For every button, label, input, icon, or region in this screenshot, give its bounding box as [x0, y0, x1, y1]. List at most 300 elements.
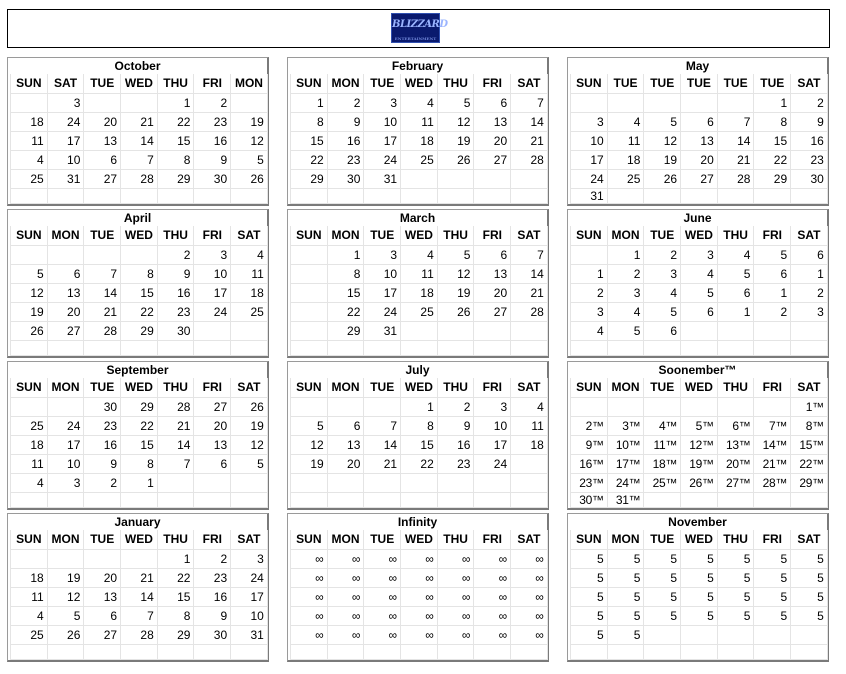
day-cell [681, 321, 718, 340]
day-cell: 24 [194, 302, 231, 321]
day-cell: 28 [157, 397, 194, 416]
day-cell: 27 [84, 625, 121, 644]
day-cell [327, 492, 364, 507]
day-cell: 21 [364, 454, 401, 473]
day-cell: 25 [607, 169, 644, 188]
day-cell: 13 [47, 283, 84, 302]
week-row [571, 340, 828, 355]
day-cell [11, 245, 48, 264]
day-cell: 10 [364, 264, 401, 283]
day-cell: 5 [607, 587, 644, 606]
day-cell: 1 [607, 245, 644, 264]
day-cell: 11 [11, 131, 48, 150]
day-cell: 5 [754, 587, 791, 606]
day-cell: ∞ [291, 606, 328, 625]
weekday-header: TUE [644, 530, 681, 549]
day-cell [607, 397, 644, 416]
day-cell: 23 [791, 150, 828, 169]
day-cell [791, 492, 828, 507]
day-cell: 4 [511, 397, 548, 416]
day-cell: 2 [754, 302, 791, 321]
day-cell [717, 188, 754, 203]
weekday-header: SAT [511, 530, 548, 549]
week-row [11, 169, 268, 188]
week-row [11, 568, 268, 587]
day-cell [644, 625, 681, 644]
day-cell [511, 321, 548, 340]
weekday-header: SUN [11, 226, 48, 245]
day-cell: 27 [681, 169, 718, 188]
day-cell: ∞ [401, 587, 438, 606]
day-cell [644, 644, 681, 659]
day-cell: 8 [754, 112, 791, 131]
day-cell: ∞ [291, 568, 328, 587]
day-cell: 27™ [717, 473, 754, 492]
weekday-header: THU [717, 378, 754, 397]
day-cell [571, 397, 608, 416]
week-row [571, 245, 828, 264]
week-row [571, 131, 828, 150]
week-row [11, 283, 268, 302]
day-cell: 3 [571, 302, 608, 321]
week-row [11, 112, 268, 131]
day-cell [231, 321, 268, 340]
weekday-header: FRI [474, 74, 511, 93]
day-cell: 27 [474, 302, 511, 321]
week-row [291, 169, 548, 188]
day-cell: 5 [437, 93, 474, 112]
day-cell: ∞ [364, 549, 401, 568]
week-row [291, 245, 548, 264]
day-cell [754, 644, 791, 659]
day-cell [791, 340, 828, 355]
day-cell: 10 [364, 112, 401, 131]
week-row [291, 473, 548, 492]
day-cell: ∞ [327, 549, 364, 568]
day-cell: 7 [364, 416, 401, 435]
week-row [291, 150, 548, 169]
weekday-header: SAT [47, 74, 84, 93]
day-cell [291, 245, 328, 264]
day-cell [401, 321, 438, 340]
week-row [11, 625, 268, 644]
day-cell: 1 [754, 93, 791, 112]
day-grid [10, 378, 268, 508]
day-cell: 4 [607, 112, 644, 131]
day-cell [681, 644, 718, 659]
day-cell [437, 321, 474, 340]
day-cell: 17 [47, 131, 84, 150]
day-cell: 15 [401, 435, 438, 454]
day-cell: 23 [327, 150, 364, 169]
week-row [11, 340, 268, 355]
day-cell: 9 [194, 606, 231, 625]
day-cell: 11 [11, 454, 48, 473]
day-cell: 26 [47, 625, 84, 644]
month-title: April [123, 211, 152, 225]
week-row [571, 112, 828, 131]
day-cell: 9 [84, 454, 121, 473]
day-cell: 20 [474, 131, 511, 150]
weekday-header: SAT [791, 226, 828, 245]
day-cell: ∞ [437, 625, 474, 644]
day-cell: ∞ [437, 606, 474, 625]
day-cell [84, 644, 121, 659]
day-cell [791, 644, 828, 659]
day-cell [401, 644, 438, 659]
day-cell: 9 [437, 416, 474, 435]
day-cell: 13™ [717, 435, 754, 454]
day-grid [570, 226, 828, 356]
day-cell: 6 [681, 302, 718, 321]
day-cell: 5 [681, 549, 718, 568]
day-cell [157, 492, 194, 507]
day-cell: 11 [511, 416, 548, 435]
month-april [7, 209, 269, 358]
day-cell [401, 169, 438, 188]
day-cell [607, 340, 644, 355]
week-row [291, 492, 548, 507]
day-cell: 22™ [791, 454, 828, 473]
day-cell: 4 [644, 283, 681, 302]
month-title: February [391, 59, 444, 73]
day-cell: 19 [437, 131, 474, 150]
day-cell: 12 [644, 131, 681, 150]
day-cell: ∞ [437, 587, 474, 606]
day-cell [11, 492, 48, 507]
day-grid [10, 226, 268, 356]
day-cell: 22 [121, 416, 158, 435]
day-cell: 21 [511, 131, 548, 150]
day-cell: 25 [11, 625, 48, 644]
day-cell: 18 [11, 112, 48, 131]
day-cell: 1 [754, 283, 791, 302]
day-cell: 29 [157, 169, 194, 188]
month-january [7, 513, 269, 662]
weekday-header: FRI [194, 530, 231, 549]
day-cell [474, 169, 511, 188]
day-cell [644, 188, 681, 203]
week-row [571, 549, 828, 568]
week-row [11, 264, 268, 283]
day-cell: 12 [437, 264, 474, 283]
weekday-header: MON [231, 74, 268, 93]
day-cell: ∞ [474, 606, 511, 625]
day-cell [644, 397, 681, 416]
week-row [291, 644, 548, 659]
month-soonember [567, 361, 829, 510]
weekday-header: THU [437, 530, 474, 549]
day-cell: 15 [754, 131, 791, 150]
day-cell: 30 [194, 169, 231, 188]
day-cell: 21 [121, 112, 158, 131]
weekday-header: TUE [364, 226, 401, 245]
day-cell: 10 [194, 264, 231, 283]
day-cell: 7 [511, 93, 548, 112]
day-cell: 17 [364, 283, 401, 302]
day-cell [474, 644, 511, 659]
weekday-header: THU [717, 226, 754, 245]
day-cell: 5 [681, 568, 718, 587]
day-cell: 31 [47, 169, 84, 188]
month-title: March [399, 211, 436, 225]
week-row [11, 321, 268, 340]
day-cell: 10 [47, 454, 84, 473]
week-row [291, 606, 548, 625]
day-cell: 5 [717, 264, 754, 283]
day-cell: ∞ [511, 549, 548, 568]
day-cell: 23 [194, 568, 231, 587]
day-cell: 12 [11, 283, 48, 302]
day-cell: ∞ [327, 568, 364, 587]
weekday-header: FRI [194, 378, 231, 397]
day-cell [474, 492, 511, 507]
day-grid [10, 530, 268, 660]
day-cell: 24 [47, 416, 84, 435]
day-cell: 26 [11, 321, 48, 340]
day-cell: 1 [327, 245, 364, 264]
day-cell [791, 188, 828, 203]
day-cell [291, 644, 328, 659]
day-cell [84, 188, 121, 203]
week-row [291, 587, 548, 606]
month-march [287, 209, 549, 358]
day-cell [121, 188, 158, 203]
day-cell: 6 [474, 245, 511, 264]
day-cell: 20 [474, 283, 511, 302]
day-cell: 28 [511, 150, 548, 169]
day-cell [194, 644, 231, 659]
day-cell: 8 [327, 264, 364, 283]
day-cell: 19 [291, 454, 328, 473]
weekday-header: SUN [571, 378, 608, 397]
day-cell: 5 [681, 606, 718, 625]
day-cell: 18 [401, 131, 438, 150]
day-cell: 9 [791, 112, 828, 131]
weekday-header: SUN [11, 378, 48, 397]
day-cell: 7 [121, 150, 158, 169]
day-cell: 5 [791, 568, 828, 587]
day-cell: ∞ [474, 568, 511, 587]
day-cell: 5 [644, 302, 681, 321]
day-cell: 22 [291, 150, 328, 169]
day-cell [717, 321, 754, 340]
day-cell: 6 [754, 264, 791, 283]
day-cell: 22 [754, 150, 791, 169]
day-cell: 20 [681, 150, 718, 169]
month-october [7, 57, 269, 206]
day-cell: 19 [47, 568, 84, 587]
day-cell: 1 [121, 473, 158, 492]
day-cell [291, 283, 328, 302]
day-cell [121, 93, 158, 112]
day-cell: 18 [511, 435, 548, 454]
day-cell [291, 397, 328, 416]
day-cell: ∞ [401, 568, 438, 587]
day-cell: 6™ [717, 416, 754, 435]
week-row [291, 283, 548, 302]
day-cell: 15 [291, 131, 328, 150]
day-grid [10, 74, 268, 204]
day-cell: 24 [231, 568, 268, 587]
day-grid [290, 530, 548, 660]
day-cell: 8™ [791, 416, 828, 435]
weekday-header: WED [401, 530, 438, 549]
weekday-header: MON [327, 74, 364, 93]
day-cell: 28™ [754, 473, 791, 492]
day-cell: 5 [717, 606, 754, 625]
day-cell: 7 [84, 264, 121, 283]
weekday-header: FRI [754, 530, 791, 549]
day-cell: 22 [157, 112, 194, 131]
day-cell [231, 492, 268, 507]
week-row [291, 568, 548, 587]
day-cell: 16 [194, 587, 231, 606]
day-cell: 2 [84, 473, 121, 492]
day-cell: 26™ [681, 473, 718, 492]
weekday-header: SAT [231, 530, 268, 549]
weekday-header: SAT [231, 378, 268, 397]
day-cell: 25 [11, 416, 48, 435]
day-cell: 8 [157, 606, 194, 625]
day-cell [47, 188, 84, 203]
day-cell: 22 [157, 568, 194, 587]
day-cell: 14 [511, 112, 548, 131]
day-cell: 5 [644, 587, 681, 606]
day-cell: 27 [474, 150, 511, 169]
day-cell: 3 [364, 245, 401, 264]
day-cell: 18 [231, 283, 268, 302]
week-row [571, 492, 828, 507]
day-cell: ∞ [401, 549, 438, 568]
week-row [571, 416, 828, 435]
day-cell: 15™ [791, 435, 828, 454]
day-cell: ∞ [511, 606, 548, 625]
day-cell: 17 [364, 131, 401, 150]
day-cell [364, 644, 401, 659]
day-cell [791, 625, 828, 644]
day-cell: 5 [681, 283, 718, 302]
day-cell: ∞ [437, 549, 474, 568]
week-row [291, 321, 548, 340]
weekday-header: MON [327, 378, 364, 397]
day-cell: 5 [607, 321, 644, 340]
day-cell [11, 644, 48, 659]
day-cell [121, 340, 158, 355]
day-cell: 29 [327, 321, 364, 340]
day-cell [607, 188, 644, 203]
day-cell: 13 [84, 587, 121, 606]
day-cell: 4 [11, 150, 48, 169]
day-cell: 5 [47, 606, 84, 625]
weekday-header: TUE [681, 74, 718, 93]
weekday-header: WED [121, 226, 158, 245]
weekday-header: SUN [11, 530, 48, 549]
day-cell: ∞ [511, 587, 548, 606]
day-cell [291, 302, 328, 321]
day-cell: 24 [364, 150, 401, 169]
day-cell [194, 340, 231, 355]
weekday-header: MON [47, 378, 84, 397]
day-cell: 4 [571, 321, 608, 340]
day-cell [474, 340, 511, 355]
day-cell: ∞ [291, 587, 328, 606]
day-cell [231, 340, 268, 355]
day-cell: 5 [571, 568, 608, 587]
day-cell: 4 [231, 245, 268, 264]
day-cell: 3 [47, 473, 84, 492]
day-cell [327, 397, 364, 416]
day-cell: 18 [11, 435, 48, 454]
day-cell [121, 492, 158, 507]
day-cell: 21 [511, 283, 548, 302]
day-cell [157, 473, 194, 492]
day-cell [754, 321, 791, 340]
day-cell: 26 [437, 150, 474, 169]
day-cell: 14 [157, 435, 194, 454]
weekday-header: THU [157, 74, 194, 93]
day-cell: 5 [791, 587, 828, 606]
day-cell: ∞ [401, 606, 438, 625]
day-cell: 27 [194, 397, 231, 416]
week-row [11, 644, 268, 659]
day-cell [121, 549, 158, 568]
day-cell: 21 [84, 302, 121, 321]
day-cell: 4 [11, 473, 48, 492]
month-title: Infinity [397, 515, 438, 529]
day-cell: 1™ [791, 397, 828, 416]
day-cell: 26 [231, 169, 268, 188]
day-cell: 2 [194, 93, 231, 112]
day-cell [47, 644, 84, 659]
day-cell: 28 [84, 321, 121, 340]
day-cell: 3 [474, 397, 511, 416]
day-cell: 5 [11, 264, 48, 283]
week-row [571, 606, 828, 625]
day-cell [47, 245, 84, 264]
day-cell: 23 [437, 454, 474, 473]
day-cell: 3™ [607, 416, 644, 435]
day-cell: 18 [401, 283, 438, 302]
day-cell: 21™ [754, 454, 791, 473]
day-cell [84, 340, 121, 355]
day-cell [791, 321, 828, 340]
day-cell: 1 [157, 93, 194, 112]
day-cell [511, 473, 548, 492]
day-cell: 1 [791, 264, 828, 283]
day-cell: 4 [607, 302, 644, 321]
week-row [291, 625, 548, 644]
weekday-header: TUE [84, 74, 121, 93]
day-cell: 29 [754, 169, 791, 188]
day-cell: 5 [754, 245, 791, 264]
day-cell: 1 [571, 264, 608, 283]
day-cell: 6 [474, 93, 511, 112]
day-cell: 22 [121, 302, 158, 321]
day-cell: ∞ [291, 549, 328, 568]
weekday-header: THU [717, 530, 754, 549]
day-cell: 8 [121, 454, 158, 473]
day-cell: 27 [47, 321, 84, 340]
day-cell: 4 [401, 93, 438, 112]
day-cell: 25 [401, 150, 438, 169]
day-cell: 14 [511, 264, 548, 283]
day-cell: 10 [231, 606, 268, 625]
day-cell: 3 [644, 264, 681, 283]
weekday-header: TUE [84, 226, 121, 245]
day-cell [11, 188, 48, 203]
week-row [571, 644, 828, 659]
